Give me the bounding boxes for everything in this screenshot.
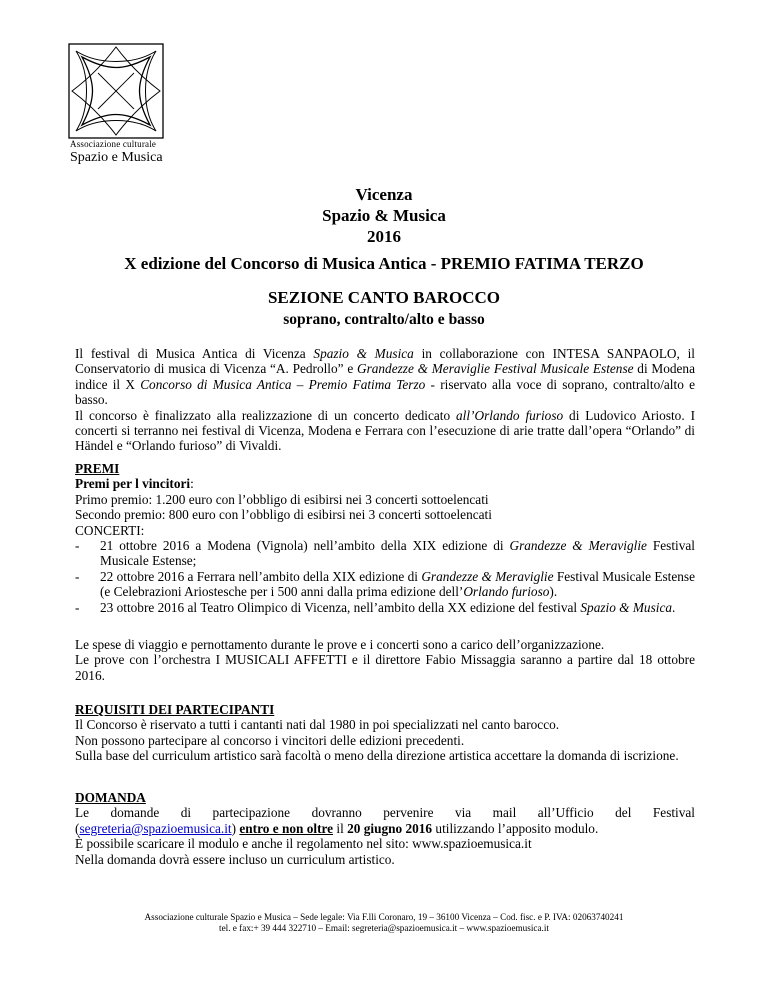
org-label-small: Associazione culturale: [70, 139, 157, 149]
org-name: Spazio e Musica: [70, 150, 163, 165]
second-prize: Secondo premio: 800 euro con l’obbligo di esibirsi nei 3 concerti sottoelencati: [75, 507, 492, 523]
intro-paragraph-2: Il concorso è finalizzato alla realizzazione di un concerto dedicato all’Orlando furioso di Ludovico Ariosto. I concerti si terranno nei festival di Vicenza, Modena e Ferrara con l’esecuzione di arie tratte dall’opera “Orlando” di Händel e “Orlando furioso” di Vivaldi.: [75, 407, 695, 454]
application-line: Nella domanda dovrà essere incluso un curriculum artistico.: [75, 851, 395, 867]
requirements-line: Sulla base del curriculum artistico sarà facoltà o meno della direzione artistica accettare la domanda di iscrizione.: [75, 748, 679, 764]
expenses-section: [75, 637, 695, 683]
application-section: [75, 790, 695, 867]
footer-contacts: tel. e fax:+ 39 444 322710 – Email: segreteria@spazioemusica.it – www.spazioemusica.it: [219, 923, 549, 933]
page-footer: [0, 912, 768, 934]
rehearsals-paragraph: Le prove con l’orchestra I MUSICALI AFFETTI e il direttore Fabio Missaggia saranno a partire dal 18 ottobre 2016.: [75, 652, 695, 683]
first-prize: Primo premio: 1.200 euro con l’obbligo di esibirsi nei 3 concerti sottoelencati: [75, 491, 489, 507]
concert-item: - 22 ottobre 2016 a Ferrara nell’ambito della XIX edizione di Grandezze & Meraviglie Festival Musicale Estense (e Celebrazioni Ariostesche per i 500 anni dalla prima edizione dell’Orlando furioso).: [75, 568, 695, 600]
concert-item: - 21 ottobre 2016 a Modena (Vignola) nell’ambito della XIX edizione di Grandezze & Meraviglie Festival Musicale Estense;: [75, 538, 695, 569]
winners-label: Premi per l vincitori:: [75, 476, 194, 492]
application-heading: DOMANDA: [75, 790, 146, 805]
concerts-label: CONCERTI:: [75, 522, 145, 538]
premi-heading: PREMI: [75, 461, 120, 476]
intro-paragraph-1: Il festival di Musica Antica di Vicenza Spazio & Musica in collaborazione con INTESA SANPAOLO, il Conservatorio di musica di Vicenza “A. Pedrollo” e Grandezze & Meraviglie Festival Musicale Estense di Modena indice il X Concorso di Musica Antica – Premio Fatima Terzo - riservato alla voce di soprano, contralto/alto e basso.: [75, 346, 695, 408]
requirements-line: Il Concorso è riservato a tutti i cantanti nati dal 1980 in poi specializzati nel canto barocco.: [75, 717, 560, 733]
title-year: 2016: [367, 227, 401, 246]
association-logo-icon: [68, 43, 164, 139]
voices-subtitle: soprano, contralto/alto e basso: [283, 311, 485, 328]
title-festival: Spazio & Musica: [322, 206, 446, 225]
requirements-line: Non possono partecipare al concorso i vincitori delle edizioni precedenti.: [75, 732, 465, 748]
competition-title: X edizione del Concorso di Musica Antica - PREMIO FATIMA TERZO: [124, 254, 644, 273]
concert-item: - 23 ottobre 2016 al Teatro Olimpico di Vicenza, nell’ambito della XX edizione del festival Spazio & Musica.: [75, 599, 676, 615]
premi-section: [75, 461, 695, 615]
intro-section: [75, 346, 695, 454]
footer-address: Associazione culturale Spazio e Musica – Sede legale: Via F.lli Coronaro, 19 – 36100 Vicenza – Cod. fisc. e P. IVA: 02063740241: [144, 912, 624, 922]
application-line: È possibile scaricare il modulo e anche il regolamento nel sito: www.spazioemusica.it: [75, 836, 532, 852]
section-title: SEZIONE CANTO BAROCCO: [267, 288, 501, 307]
application-line: (segreteria@spazioemusica.it) entro e non oltre il 20 giugno 2016 utilizzando l’apposito modulo.: [75, 820, 599, 836]
expenses-paragraph: Le spese di viaggio e pernottamento durante le prove e i concerti sono a carico dell’organizzazione.: [75, 637, 605, 652]
email-link[interactable]: segreteria@spazioemusica.it: [79, 820, 232, 836]
title-block: [0, 184, 768, 247]
title-city: Vicenza: [355, 185, 413, 204]
application-line: Le domande di partecipazione dovranno pervenire via mail all’Ufficio del Festival: [75, 805, 695, 821]
requirements-heading: REQUISITI DEI PARTECIPANTI: [75, 702, 275, 717]
requirements-section: [75, 702, 695, 764]
